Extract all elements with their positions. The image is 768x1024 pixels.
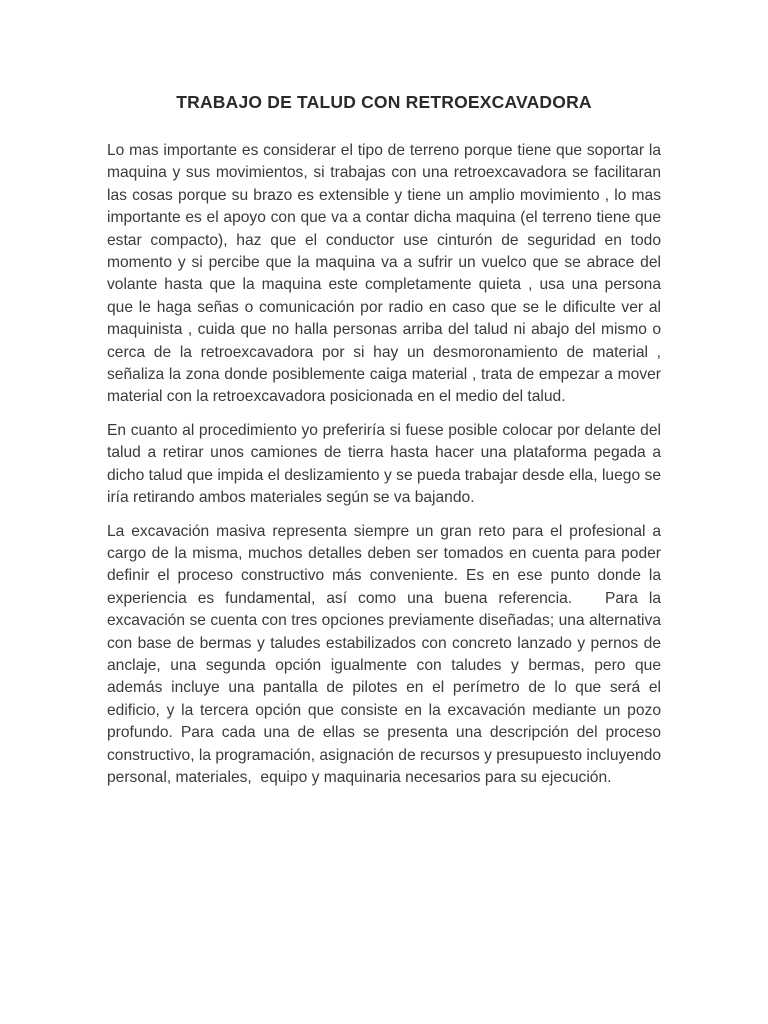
paragraph-3: La excavación masiva representa siempre un gran reto para el profesional a cargo de la misma, muchos detalles deben ser tomados en cuenta para poder definir el proceso constructivo más conveniente. Es en ese punto donde la experiencia es fundamental, así como una buena referencia. Para la excavación se cuenta con tres opciones previamente diseñadas; una alternativa con base de bermas y taludes estabilizados con concreto lanzado y pernos de anclaje, una segunda opción igualmente con taludes y bermas, pero que además incluye una pantalla de pilotes en el perímetro de lo que será el edificio, y la tercera opción que consiste en la excavación mediante un pozo profundo. Para cada una de ellas se presenta una descripción del proceso constructivo, la programación, asignación de recursos y presupuesto incluyendo personal, materiales, equipo y maquinaria necesarios para su ejecución. <box>107 522 666 786</box>
document-body <box>107 140 666 800</box>
document-title: TRABAJO DE TALUD CON RETROEXCAVADORA <box>176 92 592 112</box>
paragraph-2: En cuanto al procedimiento yo preferiría si fuese posible colocar por delante del talud a retirar unos camiones de tierra hasta hacer una plataforma pegada a dicho talud que impida el deslizamiento y se pueda trabajar desde ella, luego se iría retirando ambos materiales según se va bajando. <box>107 421 666 507</box>
paragraph-1: Lo mas importante es considerar el tipo de terreno porque tiene que soportar la maquina y sus movimientos, si trabajas con una retroexcavadora se facilitaran las cosas porque su brazo es extensible y tiene un amplio movimiento , lo mas importante es el apoyo con que va a contar dicha maquina (el terreno tiene que estar compacto), haz que el conductor use cinturón de seguridad en todo momento y si percibe que la maquina va a sufrir un vuelco que se abrace del volante hasta que la maquina este completamente quieta , usa una persona que le haga señas o comunicación por radio en caso que se le dificulte ver al maquinista , cuida que no halla personas arriba del talud ni abajo del mismo o cerca de la retroexcavadora por si hay un desmoronamiento de material , señaliza la zona donde posiblemente caiga material , trata de empezar a mover material con la retroexcavadora posicionada en el medio del talud. <box>107 142 666 406</box>
